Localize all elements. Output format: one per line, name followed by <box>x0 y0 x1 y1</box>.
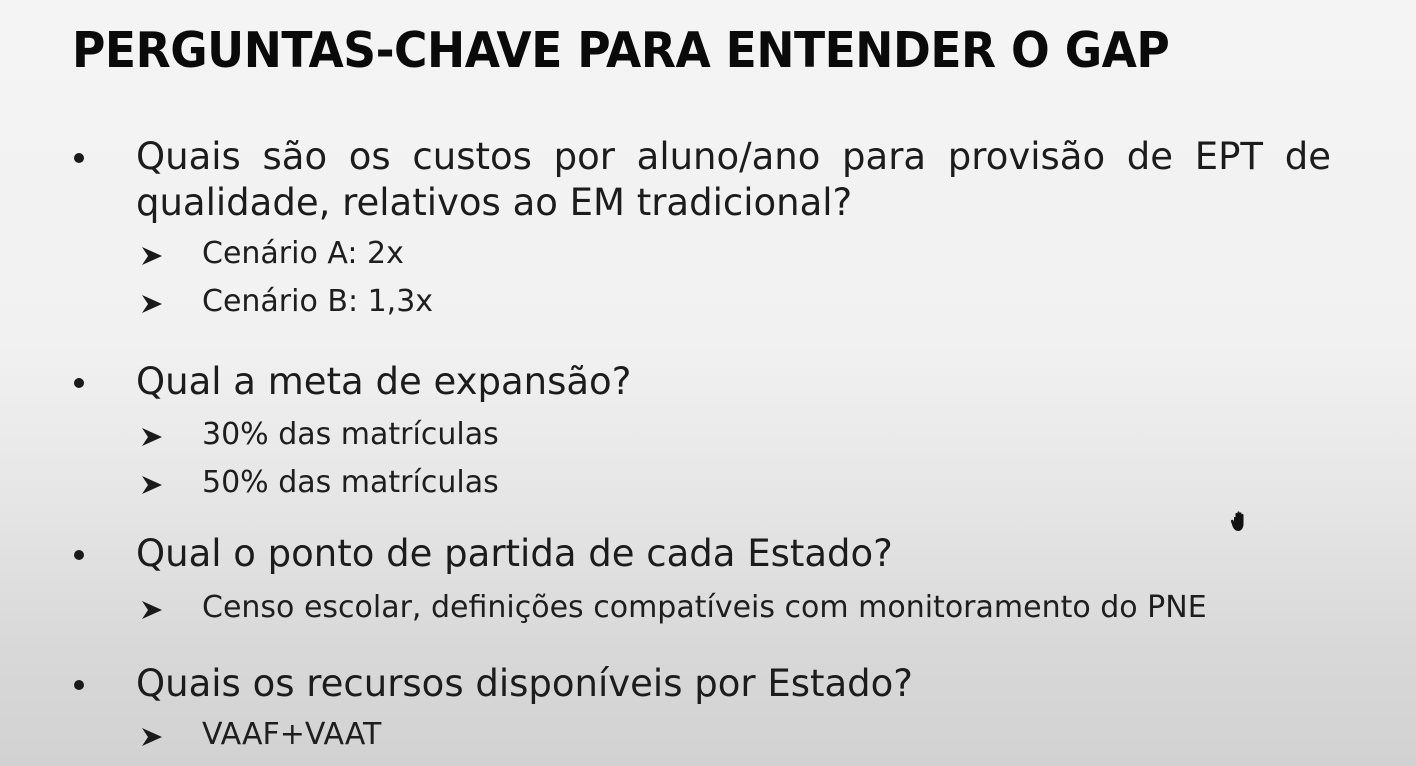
arrowhead-bullet-icon <box>140 425 164 449</box>
question-text: Quais os recursos disponíveis por Estado? <box>136 662 913 705</box>
sub-item-text: Censo escolar, definições compatíveis com monitoramento do PNE <box>202 590 1207 625</box>
sub-item <box>0 284 1416 328</box>
bullet-dot-icon <box>74 153 84 163</box>
question-text: Quais são os custos por aluno/ano para provisão de EPT de qualidade, relativos ao EM tradicional? <box>136 135 1331 224</box>
sub-item-text: 50% das matrículas <box>202 465 499 500</box>
hand-cursor-icon <box>1229 509 1251 533</box>
bullet-dot-icon <box>74 378 84 388</box>
slide-title: PERGUNTAS-CHAVE PARA ENTENDER O GAP <box>72 22 1170 79</box>
sub-item-text: Cenário A: 2x <box>202 236 404 271</box>
sub-item <box>0 236 1416 280</box>
sub-item-text: Cenário B: 1,3x <box>202 284 434 319</box>
sub-item <box>0 590 1416 634</box>
arrowhead-bullet-icon <box>140 473 164 497</box>
sub-item <box>0 717 1416 761</box>
question-text: Qual a meta de expansão? <box>136 360 632 403</box>
question-text: Qual o ponto de partida de cada Estado? <box>136 532 893 575</box>
arrowhead-bullet-icon <box>140 292 164 316</box>
sub-item-text: VAAF+VAAT <box>202 717 382 752</box>
sub-item-text: 30% das matrículas <box>202 417 499 452</box>
arrowhead-bullet-icon <box>140 725 164 749</box>
bullet-dot-icon <box>74 550 84 560</box>
sub-item <box>0 465 1416 509</box>
bullet-dot-icon <box>74 680 84 690</box>
arrowhead-bullet-icon <box>140 244 164 268</box>
sub-item <box>0 417 1416 461</box>
arrowhead-bullet-icon <box>140 598 164 622</box>
